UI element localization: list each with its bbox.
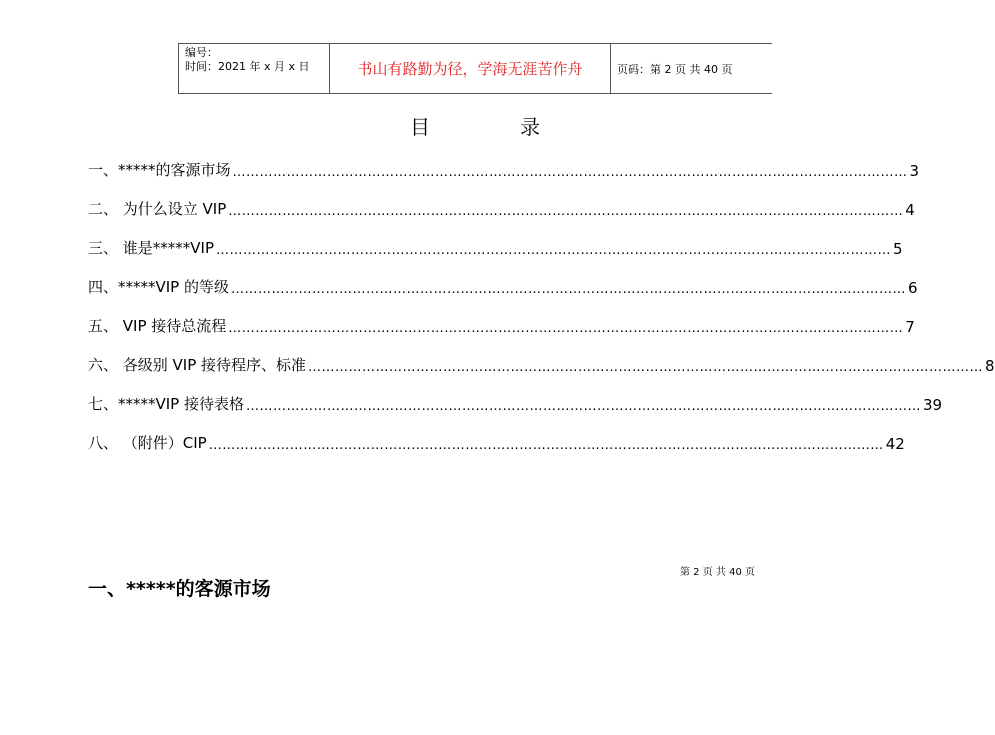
toc-title-right: 录 <box>520 115 540 139</box>
toc-entry[interactable] <box>88 316 915 336</box>
toc-entry-label: 八、 （附件）CIP <box>88 434 207 452</box>
toc-entry-page: 6 <box>908 279 918 297</box>
toc-leader: …………………………………………………………………………………………………………………………………… <box>232 165 908 180</box>
page-footer: 第 2 页 共 40 页 <box>680 567 755 578</box>
page-header <box>178 43 772 94</box>
toc-entry-page: 39 <box>923 396 943 414</box>
toc-leader: …………………………………………………………………………………………………………………………………… <box>228 321 904 336</box>
toc-entry[interactable] <box>88 433 905 453</box>
toc-leader: …………………………………………………………………………………………………………………………………… <box>308 360 984 375</box>
time-label: 时间：2021 年 x 月 x 日 <box>185 60 310 73</box>
toc-entry-page: 4 <box>905 201 915 219</box>
toc-entry-page: 3 <box>909 162 920 180</box>
toc-entry[interactable] <box>88 238 903 258</box>
toc-entry-page: 5 <box>893 240 903 258</box>
toc-entry-page: 42 <box>885 435 905 453</box>
toc-entry-label: 四、*****VIP 的等级 <box>88 278 229 296</box>
toc-title-left: 目 <box>410 115 430 139</box>
section-heading: 一、*****的客源市场 <box>88 578 271 600</box>
toc-leader: …………………………………………………………………………………………………………………………………… <box>228 204 904 219</box>
toc-leader: …………………………………………………………………………………………………………………………………… <box>216 243 891 258</box>
toc-entry-page: 8 <box>985 357 995 375</box>
toc-entry[interactable] <box>88 199 915 219</box>
toc-entry-label: 二、 为什么设立 VIP <box>88 200 227 218</box>
toc-entry-label: 三、 谁是*****VIP <box>88 239 214 257</box>
toc-leader: …………………………………………………………………………………………………………………………………… <box>246 399 921 414</box>
toc-entry-label: 一、*****的客源市场 <box>88 161 231 179</box>
toc-title <box>0 111 950 140</box>
toc-entry-label: 七、*****VIP 接待表格 <box>88 395 244 413</box>
toc-entry[interactable] <box>88 394 943 414</box>
toc-leader: …………………………………………………………………………………………………………………………………… <box>231 282 906 297</box>
toc-entry-label: 五、 VIP 接待总流程 <box>88 317 227 335</box>
toc-leader: …………………………………………………………………………………………………………………………………… <box>208 438 884 453</box>
header-meta <box>178 44 330 93</box>
serial-label: 编号： <box>185 46 218 59</box>
toc-entry-page: 7 <box>905 318 915 336</box>
toc-entry-label: 六、 各级别 VIP 接待程序、标准 <box>88 356 307 374</box>
motto: 书山有路勤为径，学海无涯苦作舟 <box>330 44 611 93</box>
toc-entry[interactable] <box>88 277 918 297</box>
toc-entry[interactable] <box>88 160 920 180</box>
toc-entry[interactable] <box>88 355 995 375</box>
header-page-info: 页码：第 2 页 共 40 页 <box>617 62 733 76</box>
